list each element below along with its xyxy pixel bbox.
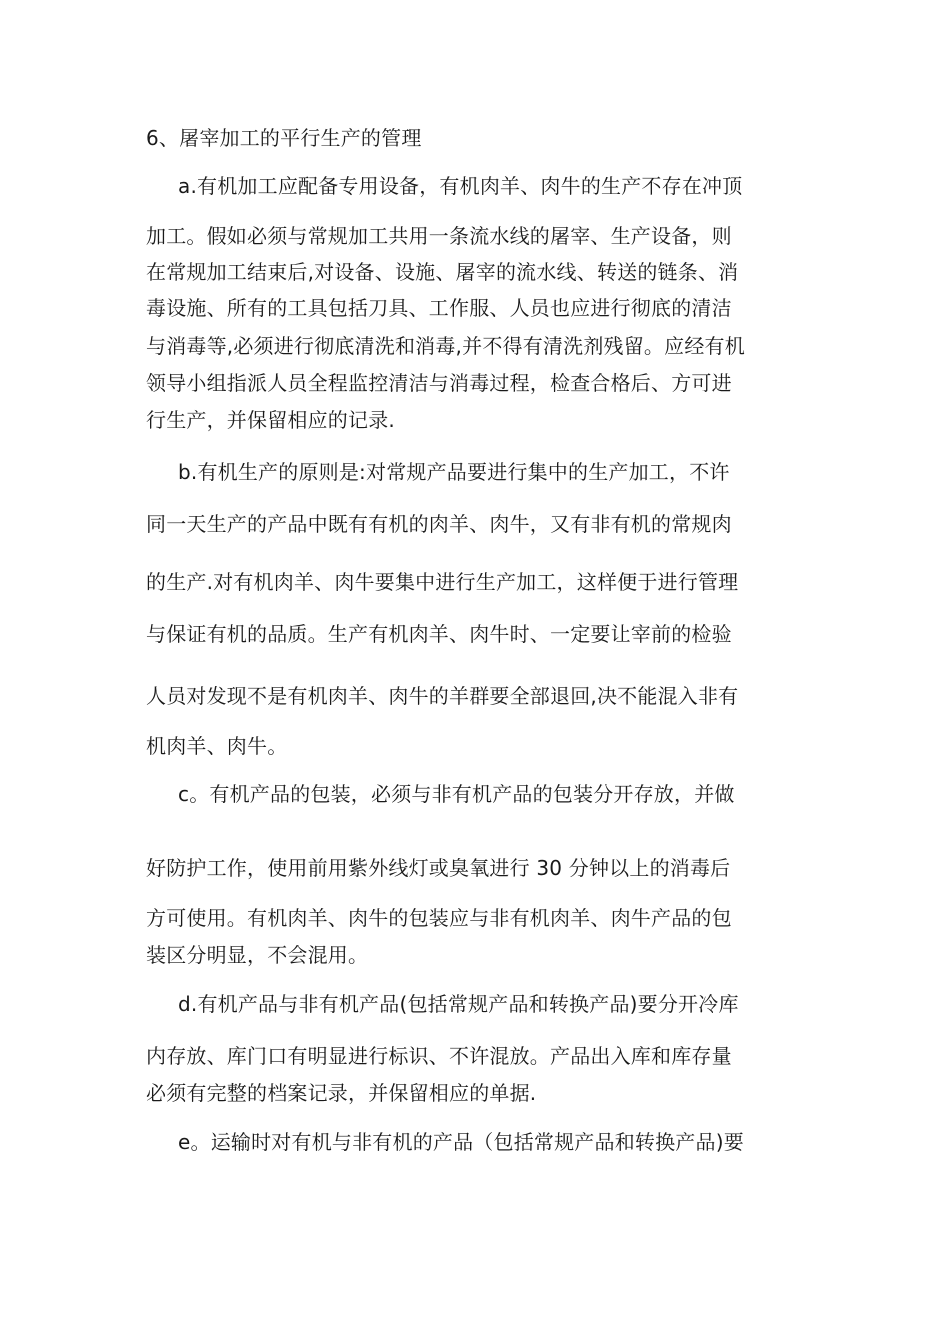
paragraph-c-line-1: c。有机产品的包装，必须与非有机产品的包装分开存放，并做 bbox=[178, 782, 735, 806]
paragraph-a-line-4: 毒设施、所有的工具包括刀具、工作服、人员也应进行彻底的清洁 bbox=[146, 296, 732, 320]
paragraph-a-line-6: 领导小组指派人员全程监控清洁与消毒过程，检查合格后、方可进 bbox=[146, 371, 732, 395]
paragraph-b-line-6: 机肉羊、肉牛。 bbox=[146, 734, 288, 758]
paragraph-a-line-2: 加工。假如必须与常规加工共用一条流水线的屠宰、生产设备，则 bbox=[146, 224, 732, 248]
paragraph-d-line-2: 内存放、库门口有明显进行标识、不许混放。产品出入库和库存量 bbox=[146, 1044, 732, 1068]
paragraph-b-line-2: 同一天生产的产品中既有有机的肉羊、肉牛，又有非有机的常规肉 bbox=[146, 512, 732, 536]
paragraph-b-line-5: 人员对发现不是有机肉羊、肉牛的羊群要全部退回,决不能混入非有 bbox=[146, 684, 739, 708]
paragraph-b-line-4: 与保证有机的品质。生产有机肉羊、肉牛时、一定要让宰前的检验 bbox=[146, 622, 732, 646]
paragraph-e-line-1: e。运输时对有机与非有机的产品（包括常规产品和转换产品)要 bbox=[178, 1130, 744, 1154]
paragraph-a-line-7: 行生产，并保留相应的记录. bbox=[146, 408, 395, 432]
paragraph-b-line-3: 的生产.对有机肉羊、肉牛要集中进行生产加工，这样便于进行管理 bbox=[146, 570, 739, 594]
paragraph-c-line-3: 方可使用。有机肉羊、肉牛的包装应与非有机肉羊、肉牛产品的包 bbox=[146, 906, 732, 930]
paragraph-d-line-3: 必须有完整的档案记录，并保留相应的单据. bbox=[146, 1081, 537, 1105]
paragraph-a-line-1: a.有机加工应配备专用设备，有机肉羊、肉牛的生产不存在冲顶 bbox=[178, 174, 743, 198]
paragraph-a-line-5: 与消毒等,必须进行彻底清洗和消毒,并不得有清洗剂残留。应经有机 bbox=[146, 334, 745, 358]
paragraph-a-line-3: 在常规加工结束后,对设备、设施、屠宰的流水线、转送的链条、消 bbox=[146, 260, 739, 284]
section-heading: 6、屠宰加工的平行生产的管理 bbox=[146, 126, 422, 150]
paragraph-c-line-4: 装区分明显，不会混用。 bbox=[146, 943, 369, 967]
paragraph-d-line-1: d.有机产品与非有机产品(包括常规产品和转换产品)要分开冷库 bbox=[178, 992, 739, 1016]
paragraph-b-line-1: b.有机生产的原则是:对常规产品要进行集中的生产加工，不许 bbox=[178, 460, 730, 484]
paragraph-c-line-2: 好防护工作，使用前用紫外线灯或臭氧进行 30 分钟以上的消毒后 bbox=[146, 856, 731, 880]
